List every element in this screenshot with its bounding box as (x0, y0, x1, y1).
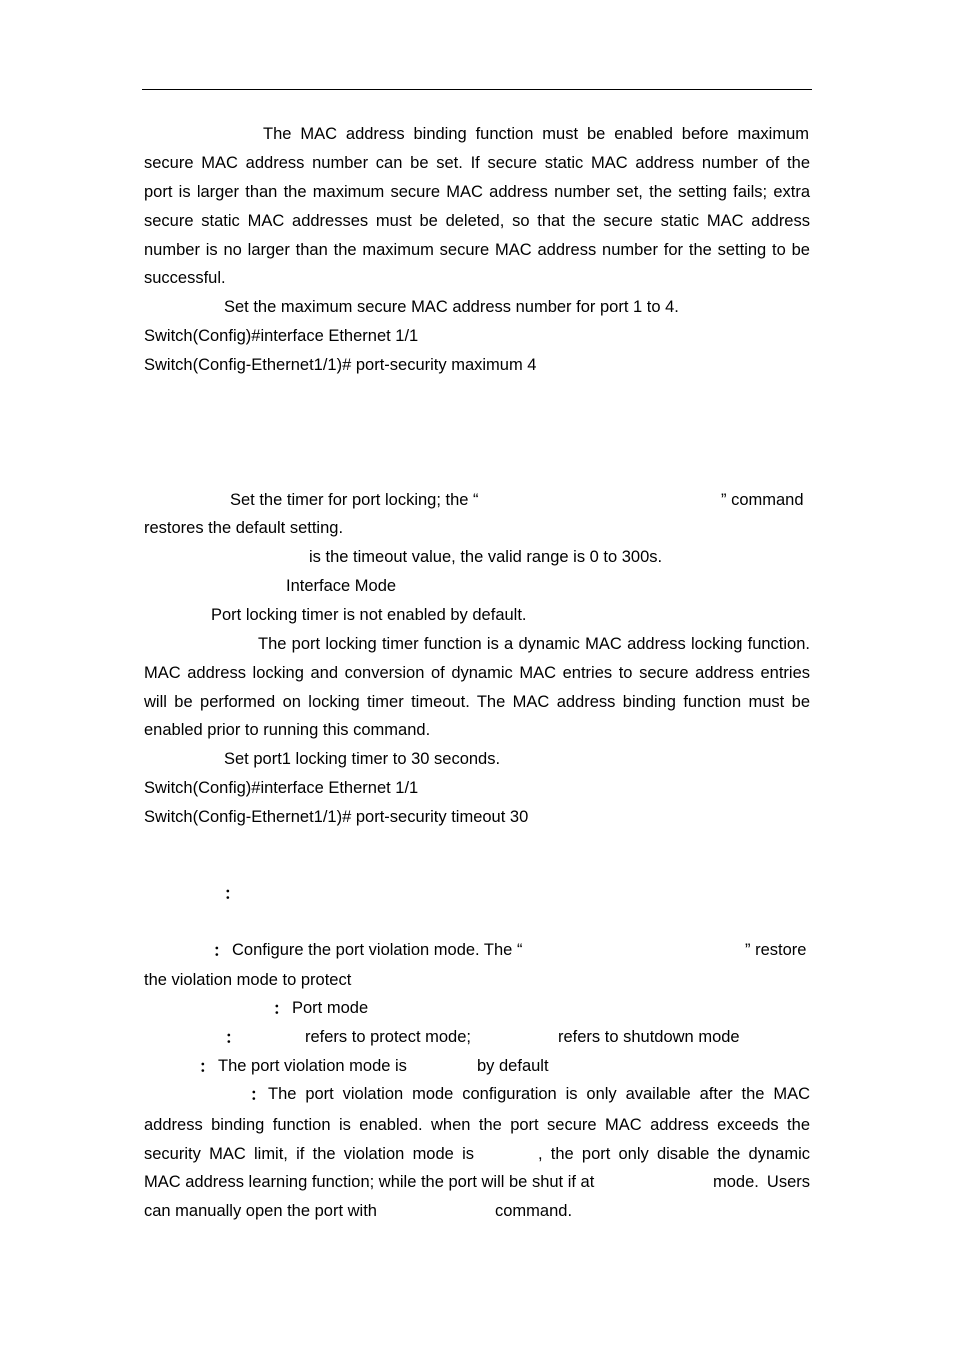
command-line: Switch(Config-Ethernet1/1)# port-security maximum 4 (144, 356, 537, 374)
function-text: restores the default setting. (144, 519, 344, 537)
usage-line: mode. Users (713, 1173, 810, 1191)
usage-line: enabled prior to running this command. (144, 721, 431, 739)
default-colon: ： (199, 1058, 216, 1076)
usage-line: MAC address locking and conversion of dynamic MAC entries to secure address entries (144, 664, 810, 682)
default-text: The port violation mode is (218, 1057, 407, 1075)
usage-line: number is no larger than the maximum secure MAC address number for the setting to be (144, 241, 810, 259)
command-line: Switch(Config)#interface Ethernet 1/1 (144, 779, 419, 797)
usage-line: command. (495, 1202, 573, 1220)
header-rule (142, 89, 812, 90)
example-text: Set port1 locking timer to 30 seconds. (224, 750, 501, 768)
usage-line: secure MAC address number can be set. If secure static MAC address number of the (144, 154, 810, 172)
usage-line: address binding function is enabled. when the port secure MAC address exceeds the (144, 1116, 810, 1134)
parameter-text: is the timeout value, the valid range is 0 to 300s. (309, 548, 663, 566)
parameter-text: refers to shutdown mode (558, 1028, 740, 1046)
usage-line: , the port only disable the dynamic (538, 1145, 810, 1163)
function-text: ” command (721, 491, 804, 509)
usage-line: can manually open the port with (144, 1202, 377, 1220)
command-line: Switch(Config-Ethernet1/1)# port-security timeout 30 (144, 808, 529, 826)
function-text: ” restore (745, 941, 807, 959)
function-text: the violation mode to protect (144, 971, 352, 989)
parameter-text: refers to protect mode; (305, 1028, 471, 1046)
section-colon: ： (224, 885, 241, 903)
function-colon: ： (213, 942, 230, 960)
usage-line: will be performed on locking timer timeout. The MAC address binding function must be (144, 693, 810, 711)
mode-colon: ： (273, 1000, 290, 1018)
function-text: Configure the port violation mode. The “ (232, 941, 523, 959)
usage-line: MAC address learning function; while the port will be shut if at (144, 1173, 595, 1191)
usage-line: secure static MAC addresses must be deleted, so that the secure static MAC address (144, 212, 810, 230)
usage-line: port is larger than the maximum secure MAC address number set, the setting fails; extra (144, 183, 810, 201)
usage-line: successful. (144, 269, 226, 287)
usage-line: The MAC address binding function must be enabled before maximum (263, 125, 809, 143)
usage-line: The port locking timer function is a dynamic MAC address locking function. (258, 635, 810, 653)
example-text: Set the maximum secure MAC address number for port 1 to 4. (224, 298, 679, 316)
usage-line: The port violation mode configuration is only available after the MAC (268, 1085, 810, 1103)
usage-line: security MAC limit, if the violation mode is (144, 1145, 474, 1163)
parameter-colon: ： (225, 1029, 242, 1047)
mode-text: Interface Mode (286, 577, 397, 595)
command-line: Switch(Config)#interface Ethernet 1/1 (144, 327, 419, 345)
function-text: Set the timer for port locking; the “ (230, 491, 479, 509)
mode-text: Port mode (292, 999, 369, 1017)
default-text: by default (477, 1057, 549, 1075)
usage-colon: ： (250, 1086, 267, 1104)
default-text: Port locking timer is not enabled by default. (211, 606, 527, 624)
